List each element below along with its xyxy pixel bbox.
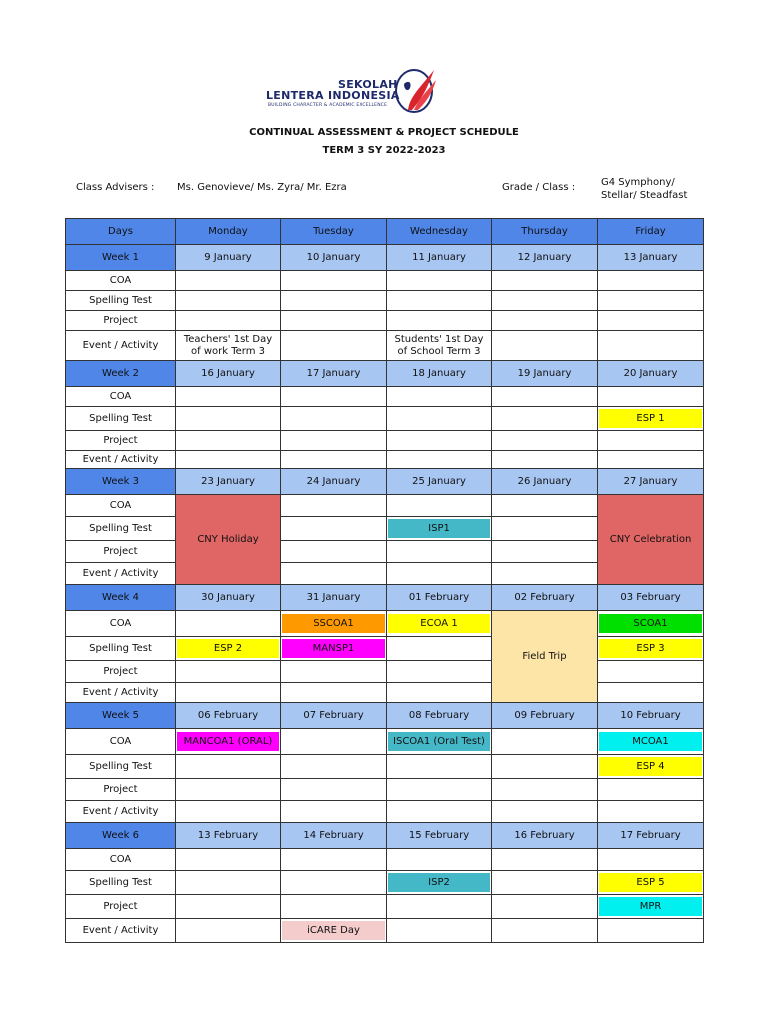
row-label: COA [66,271,176,291]
assessment-badge: ESP 3 [599,639,702,658]
date-cell: 16 January [176,361,281,387]
assessment-badge: MANSP1 [282,639,385,658]
event-text: of work Term 3 [191,345,265,357]
event-cell [176,331,281,361]
row-label: Spelling Test [66,407,176,431]
holiday-block: CNY Holiday [176,495,281,585]
page-subtitle: TERM 3 SY 2022-2023 [322,145,446,156]
event-text: Students' 1st Day [394,333,484,345]
date-cell: 15 February [387,823,492,849]
date-cell: 01 February [387,585,492,611]
date-cell: 24 January [281,469,387,495]
week-row [66,469,704,495]
week-row [66,245,704,271]
spelling-row [66,755,704,779]
week-label: Week 2 [66,361,176,387]
date-cell: 26 January [492,469,598,495]
date-cell: 08 February [387,703,492,729]
assessment-badge: ESP 4 [599,757,702,776]
row-label: Project [66,431,176,451]
row-label: Project [66,779,176,801]
date-cell: 23 January [176,469,281,495]
date-cell: 19 January [492,361,598,387]
row-label: Spelling Test [66,291,176,311]
row-label: Project [66,661,176,683]
header-days: Days [66,219,176,245]
event-row [66,451,704,469]
row-label: COA [66,611,176,637]
grade-line2: Stellar/ Steadfast [601,190,688,201]
event-text: of School Term 3 [397,345,481,357]
date-cell: 10 January [281,245,387,271]
row-label: Spelling Test [66,871,176,895]
event-cell [387,331,492,361]
week-label: Week 4 [66,585,176,611]
logo-line2: LENTERA INDONESIA [266,89,400,102]
event-text: Teachers' 1st Day [183,333,273,345]
grade-label: Grade / Class : [502,182,576,193]
date-cell: 25 January [387,469,492,495]
date-cell: 20 January [598,361,704,387]
assessment-badge: ISP1 [388,519,490,538]
date-cell: 30 January [176,585,281,611]
date-cell: 13 February [176,823,281,849]
row-label: Event / Activity [66,801,176,823]
header-monday: Monday [176,219,281,245]
project-row [66,779,704,801]
assessment-badge: SSCOA1 [282,614,385,633]
event-row [66,801,704,823]
coa-row [66,271,704,291]
date-cell: 17 February [598,823,704,849]
week-row [66,823,704,849]
date-cell: 09 February [492,703,598,729]
date-cell: 13 January [598,245,704,271]
event-row [66,683,704,703]
row-label: Event / Activity [66,331,176,361]
week-row [66,361,704,387]
coa-row [66,611,704,637]
page-title: CONTINUAL ASSESSMENT & PROJECT SCHEDULE [249,127,519,138]
row-label: Spelling Test [66,755,176,779]
logo-tagline: BUILDING CHARACTER & ACADEMIC EXCELLENCE [268,103,388,108]
assessment-badge: ESP 5 [599,873,702,892]
row-label: Project [66,895,176,919]
coa-row [66,729,704,755]
spelling-row [66,871,704,895]
date-cell: 12 January [492,245,598,271]
spelling-row [66,291,704,311]
header-friday: Friday [598,219,704,245]
row-label: Event / Activity [66,683,176,703]
header-tuesday: Tuesday [281,219,387,245]
assessment-badge: ISP2 [388,873,490,892]
grade-line1: G4 Symphony/ [601,177,675,188]
assessment-badge: ISCOA1 (Oral Test) [388,732,490,751]
date-cell: 11 January [387,245,492,271]
row-label: Spelling Test [66,517,176,541]
week-row [66,703,704,729]
event-row [66,919,704,943]
project-row [66,311,704,331]
date-cell: 02 February [492,585,598,611]
event-row [66,331,704,361]
date-cell: 31 January [281,585,387,611]
spelling-row [66,637,704,661]
date-cell: 14 February [281,823,387,849]
week-row [66,585,704,611]
assessment-badge: MANCOA1 (ORAL) [177,732,279,751]
celebration-block: CNY Celebration [598,495,704,585]
school-logo [266,66,446,118]
date-cell: 18 January [387,361,492,387]
schedule-table [65,218,704,943]
row-label: Event / Activity [66,451,176,469]
row-label: Project [66,311,176,331]
date-cell: 9 January [176,245,281,271]
project-row [66,431,704,451]
date-cell: 27 January [598,469,704,495]
logo-flame-icon [390,66,440,116]
date-cell: 10 February [598,703,704,729]
assessment-badge: MPR [599,897,702,916]
week-label: Week 6 [66,823,176,849]
coa-row [66,849,704,871]
row-label: Spelling Test [66,637,176,661]
week-label: Week 5 [66,703,176,729]
row-label: Project [66,541,176,563]
date-cell: 03 February [598,585,704,611]
date-cell: 17 January [281,361,387,387]
project-row [66,895,704,919]
spelling-row [66,407,704,431]
project-row [66,661,704,683]
grade-value [601,176,687,202]
header-row [66,219,704,245]
row-label: COA [66,495,176,517]
row-label: COA [66,849,176,871]
assessment-badge: ESP 1 [599,409,702,428]
date-cell: 16 February [492,823,598,849]
header-wednesday: Wednesday [387,219,492,245]
field-trip-block: Field Trip [492,611,598,703]
week-label: Week 3 [66,469,176,495]
date-cell: 06 February [176,703,281,729]
row-label: Event / Activity [66,919,176,943]
row-label: COA [66,387,176,407]
coa-row [66,495,704,517]
header-thursday: Thursday [492,219,598,245]
date-cell: 07 February [281,703,387,729]
assessment-badge: ESP 2 [177,639,279,658]
assessment-badge: SCOA1 [599,614,702,633]
event-badge: iCARE Day [282,921,385,940]
row-label: COA [66,729,176,755]
coa-row [66,387,704,407]
row-label: Event / Activity [66,563,176,585]
week-label: Week 1 [66,245,176,271]
assessment-badge: MCOA1 [599,732,702,751]
assessment-badge: ECOA 1 [388,614,490,633]
advisers-value: Ms. Genovieve/ Ms. Zyra/ Mr. Ezra [177,182,347,193]
advisers-label: Class Advisers : [76,182,155,193]
logo-line1: SEKOLAH [338,78,398,91]
